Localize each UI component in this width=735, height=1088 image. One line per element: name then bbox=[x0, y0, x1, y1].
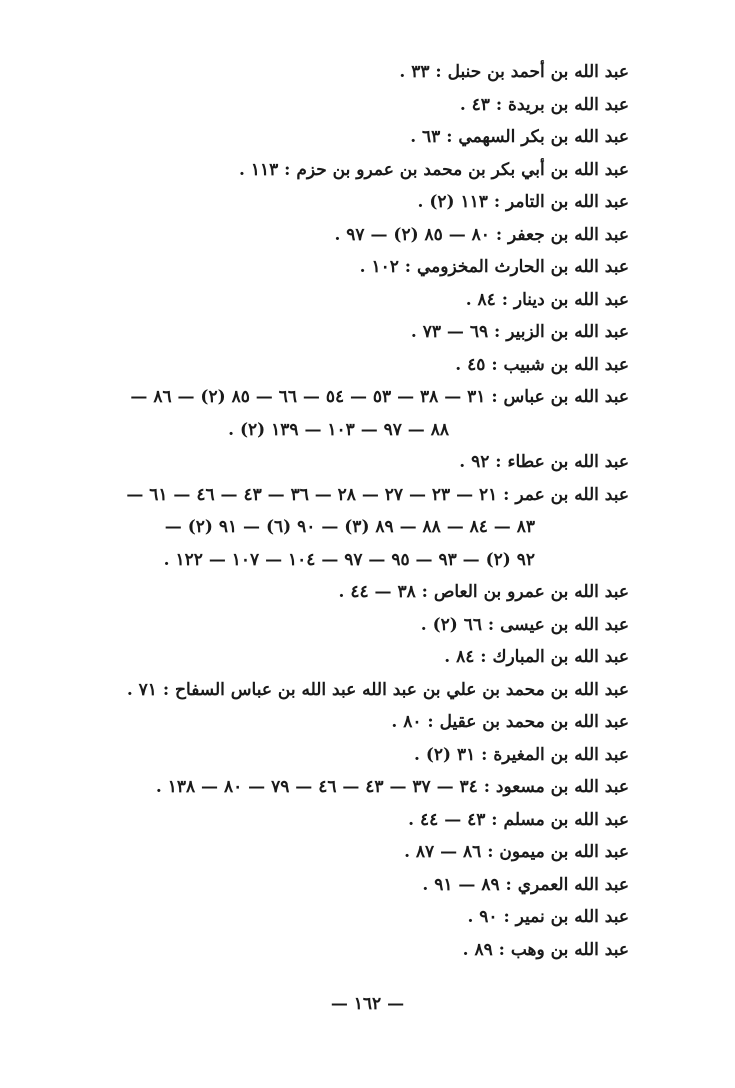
index-entry bbox=[109, 869, 629, 902]
index-entry-text: عبد الله بن بريدة : ٤٣ . bbox=[459, 94, 629, 115]
index-entry-text: عبد الله بن الزبير : ٦٩ — ٧٣ . bbox=[410, 322, 629, 342]
index-entry-text: عبد الله بن الحارث المخزومي : ١٠٢ . bbox=[359, 257, 629, 277]
index-entry-text: عبد الله بن عباس : ٣١ — ٣٨ — ٥٣ — ٥٤ — ٦٦ — ٨٥ (٢) — ٨٦ — bbox=[130, 387, 629, 407]
index-entry-text: عبد الله بن التامر : ١١٣ (٢) . bbox=[417, 192, 629, 212]
index-entry-text: عبد الله بن عمر : ٢١ — ٢٣ — ٢٧ — ٢٨ — ٣٦ — ٤٣ — ٤٦ — ٦١ — bbox=[126, 484, 629, 505]
index-entry bbox=[109, 219, 629, 252]
index-entry-continuation: ٩٢ (٢) — ٩٣ — ٩٥ — ٩٧ — ١٠٤ — ١٠٧ — ١٢٢ . bbox=[163, 549, 535, 570]
index-entry bbox=[109, 186, 629, 219]
index-entry-text: عبد الله بن جعفر : ٨٠ — ٨٥ (٢) — ٩٧ . bbox=[334, 224, 629, 245]
index-entry bbox=[109, 479, 629, 577]
index-entry-text: عبد الله بن بكر السهمي : ٦٣ . bbox=[410, 127, 629, 147]
index-entry-text: عبد الله بن نمير : ٩٠ . bbox=[467, 907, 629, 927]
index-entry bbox=[109, 316, 629, 349]
index-entry bbox=[109, 121, 629, 154]
index-entry-text: عبد الله بن عطاء : ٩٢ . bbox=[459, 452, 629, 472]
index-entry bbox=[109, 934, 629, 967]
index-entry bbox=[109, 901, 629, 934]
index-entry bbox=[109, 674, 629, 707]
index-entry bbox=[109, 381, 629, 446]
index-entry-text: عبد الله بن أبي بكر بن محمد بن عمرو بن حزم : ١١٣ . bbox=[238, 159, 629, 180]
index-entry bbox=[109, 89, 629, 122]
index-entry-text: عبد الله بن مسلم : ٤٣ — ٤٤ . bbox=[408, 809, 629, 830]
index-entry-text: عبد الله العمري : ٨٩ — ٩١ . bbox=[422, 874, 629, 895]
index-entry-continuation: ٨٨ — ٩٧ — ١٠٣ — ١٣٩ (٢) . bbox=[228, 419, 449, 440]
index-entry-text: عبد الله بن وهب : ٨٩ . bbox=[462, 939, 629, 960]
index-entry-text: عبد الله بن المغيرة : ٣١ (٢) . bbox=[414, 744, 629, 765]
index-entry bbox=[109, 804, 629, 837]
index-entry-text: عبد الله بن مسعود : ٣٤ — ٣٧ — ٤٣ — ٤٦ — ٧٩ — ٨٠ — ١٣٨ . bbox=[155, 777, 629, 797]
index-entry bbox=[109, 836, 629, 869]
index-entry-text: عبد الله بن عيسى : ٦٦ (٢) . bbox=[420, 614, 629, 635]
index-entry bbox=[109, 446, 629, 479]
name-index-list bbox=[109, 56, 629, 966]
index-entry bbox=[109, 56, 629, 89]
index-entry-text: عبد الله بن أحمد بن حنبل : ٣٣ . bbox=[399, 62, 629, 82]
index-entry bbox=[109, 251, 629, 284]
index-entry-text: عبد الله بن المبارك : ٨٤ . bbox=[444, 647, 629, 667]
index-entry-text: عبد الله بن شبيب : ٤٥ . bbox=[455, 354, 629, 375]
index-entry bbox=[109, 609, 629, 642]
index-entry bbox=[109, 641, 629, 674]
index-entry-text: عبد الله بن دينار : ٨٤ . bbox=[465, 289, 629, 310]
index-entry bbox=[109, 576, 629, 609]
index-entry-text: عبد الله بن ميمون : ٨٦ — ٨٧ . bbox=[404, 842, 629, 862]
index-entry-continuation: ٨٣ — ٨٤ — ٨٨ — ٨٩ (٣) — ٩٠ (٦) — ٩١ (٢) — bbox=[164, 517, 535, 537]
index-entry bbox=[109, 284, 629, 317]
index-entry-text: عبد الله بن عمرو بن العاص : ٣٨ — ٤٤ . bbox=[338, 582, 629, 602]
index-entry bbox=[109, 154, 629, 187]
page-number: — ١٦٢ — bbox=[330, 994, 405, 1014]
index-entry-text: عبد الله بن محمد بن عقيل : ٨٠ . bbox=[391, 712, 629, 732]
index-entry-text: عبد الله بن محمد بن علي بن عبد الله عبد الله بن عباس السفاح : ٧١ . bbox=[126, 679, 629, 700]
index-entry bbox=[109, 349, 629, 382]
index-entry bbox=[109, 771, 629, 804]
index-entry bbox=[109, 706, 629, 739]
index-entry bbox=[109, 739, 629, 772]
